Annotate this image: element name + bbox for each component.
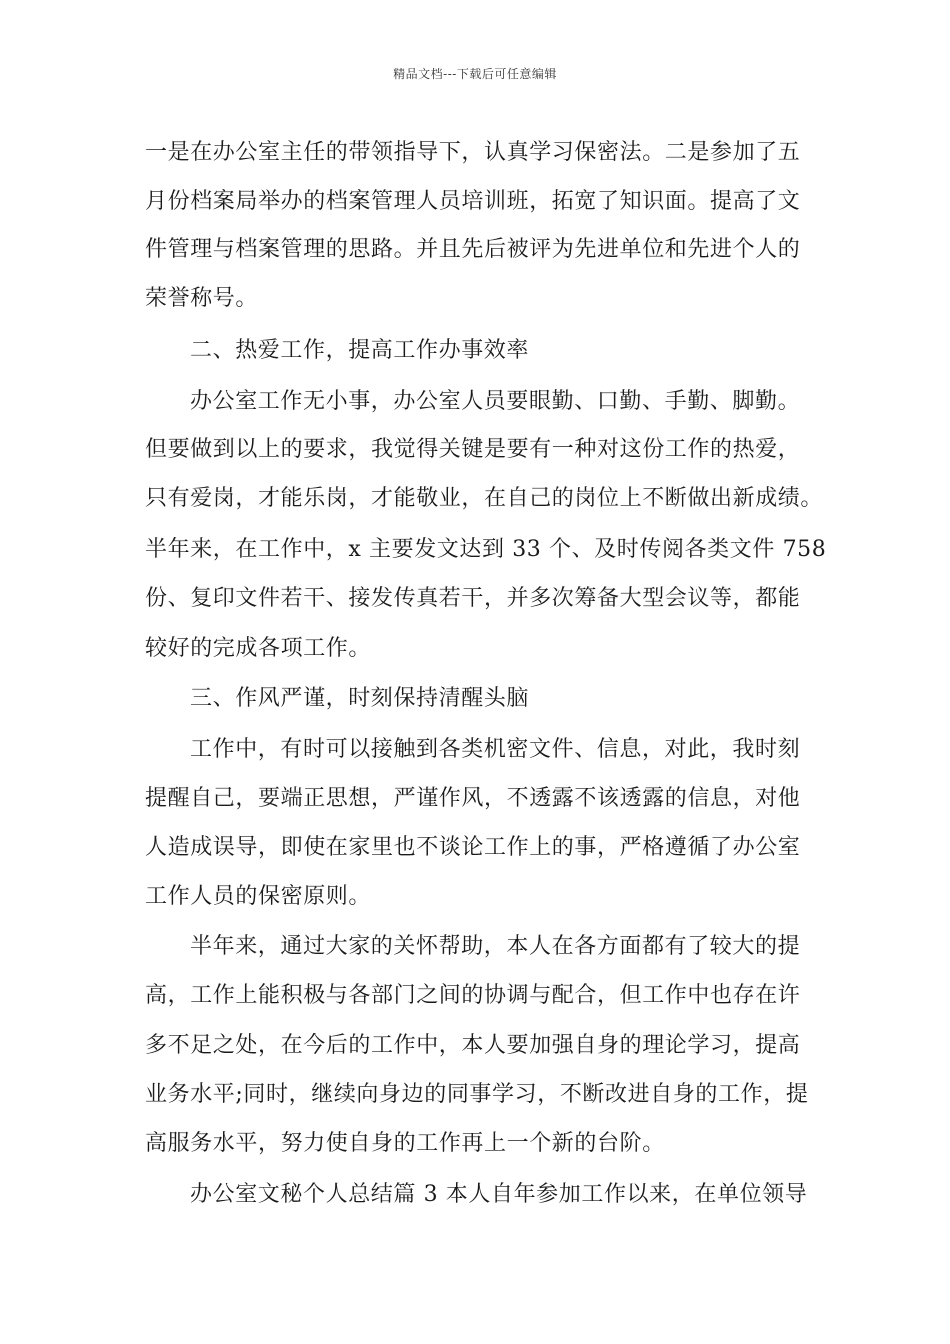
body-line: 件管理与档案管理的思路。并且先后被评为先进单位和先进个人的: [145, 237, 801, 262]
body-line: 但要做到以上的要求，我觉得关键是要有一种对这份工作的热爱，: [145, 437, 801, 462]
section-heading: 三、作风严谨，时刻保持清醒头脑: [190, 686, 530, 711]
body-line: 一是在办公室主任的带领指导下，认真学习保密法。二是参加了五: [145, 140, 801, 165]
body-line: 荣誉称号。: [145, 286, 259, 311]
body-line: 人造成误导，即使在家里也不谈论工作上的事，严格遵循了办公室: [145, 835, 801, 860]
body-line: 办公室工作无小事，办公室人员要眼勤、口勤、手勤、脚勤。: [190, 389, 801, 414]
body-line: 半年来，在工作中，x 主要发文达到 33 个、及时传阅各类文件 758: [145, 537, 827, 562]
body-line: 工作人员的保密原则。: [145, 884, 372, 909]
body-line: 份、复印文件若干、接发传真若干，并多次筹备大型会议等，都能: [145, 586, 801, 611]
section-heading: 二、热爱工作，提高工作办事效率: [190, 338, 530, 363]
body-line: 办公室文秘个人总结篇 3 本人自年参加工作以来，在单位领导: [190, 1182, 808, 1207]
body-line: 高服务水平，努力使自身的工作再上一个新的台阶。: [145, 1131, 665, 1156]
body-line: 只有爱岗，才能乐岗，才能敬业，在自己的岗位上不断做出新成绩。: [145, 486, 824, 511]
body-line: 多不足之处，在今后的工作中，本人要加强自身的理论学习，提高: [145, 1033, 801, 1058]
page-header: 精品文档---下载后可任意编辑: [393, 67, 557, 81]
body-line: 高，工作上能积极与各部门之间的协调与配合，但工作中也存在许: [145, 983, 801, 1008]
body-line: 月份档案局举办的档案管理人员培训班，拓宽了知识面。提高了文: [145, 189, 801, 214]
body-line: 工作中，有时可以接触到各类机密文件、信息，对此，我时刻: [190, 737, 801, 762]
body-line: 半年来，通过大家的关怀帮助，本人在各方面都有了较大的提: [190, 934, 801, 959]
body-line: 较好的完成各项工作。: [145, 636, 372, 661]
body-line: 提醒自己，要端正思想，严谨作风，不透露不该透露的信息，对他: [145, 786, 801, 811]
body-line: 业务水平;同时，继续向身边的同事学习，不断改进自身的工作，提: [145, 1082, 809, 1107]
